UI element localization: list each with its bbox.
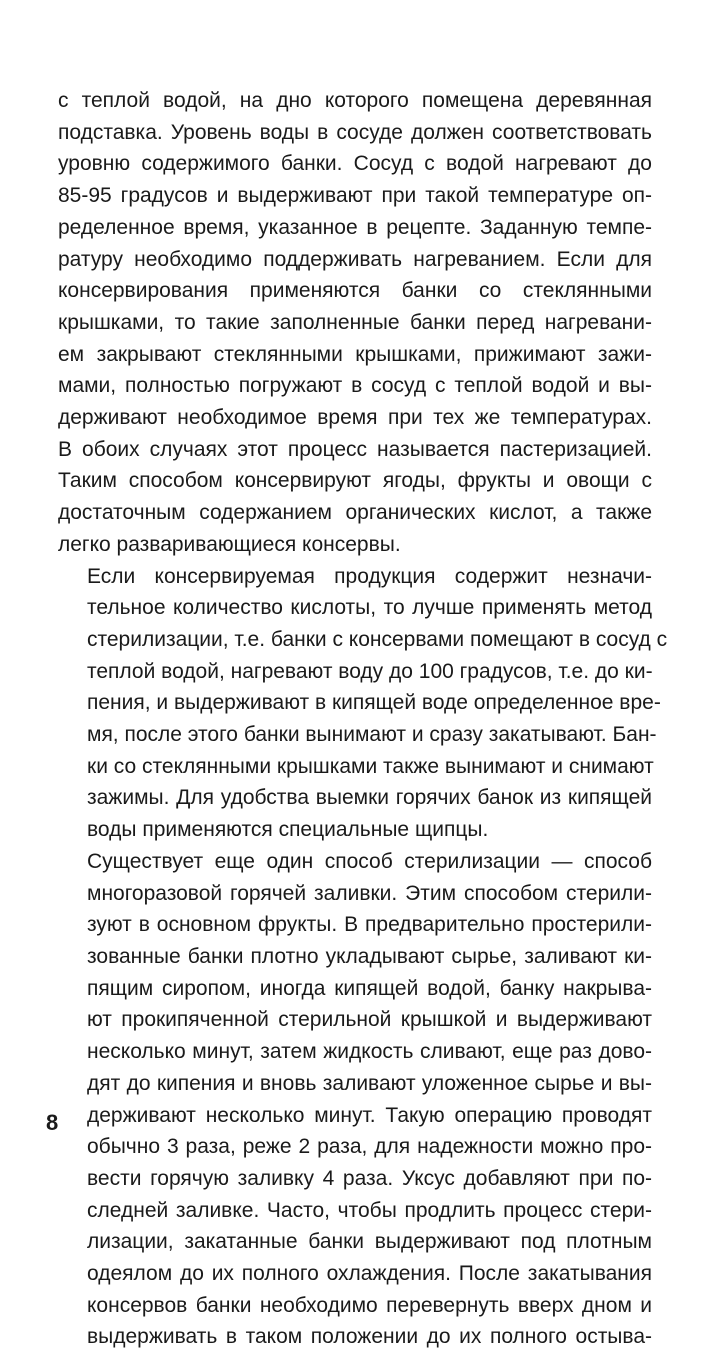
text-line: следней заливке. Часто, чтобы продлить процесс стери- — [87, 1198, 652, 1222]
text-line: легко разваривающиеся консервы. — [58, 532, 401, 556]
text-line: зованные банки плотно укладывают сырье, заливают ки- — [87, 944, 652, 968]
text-line: зажимы. Для удобства выемки горячих банок из кипящей — [87, 786, 652, 810]
text-line: несколько минут, затем жидкость сливают, еще раз дово- — [87, 1040, 652, 1064]
text-line: ки со стеклянными крышками также вынимают и снимают — [87, 754, 654, 778]
text-line: одеялом до их полного охлаждения. После закатывания — [87, 1262, 652, 1286]
text-line: тельное количество кислоты, то лучше применять метод — [87, 596, 652, 620]
text-line: уровню содержимого банки. Сосуд с водой нагревают до — [58, 152, 652, 176]
text-line: пящим сиропом, иногда кипящей водой, банку накрыва- — [87, 976, 652, 1000]
paragraph-1 — [58, 85, 652, 561]
text-line: держивают необходимое время при тех же температурах. — [58, 406, 652, 430]
text-line: Существует еще один способ стерилизации — способ — [87, 849, 652, 873]
page-body — [58, 85, 668, 1353]
text-line: подставка. Уровень воды в сосуде должен соответствовать — [58, 120, 652, 144]
text-line: Таким способом консервируют ягоды, фрукты и овощи с — [58, 469, 652, 493]
text-line: ределенное время, указанное в рецепте. Заданную темпе- — [58, 215, 652, 239]
text-line: лизации, закатанные банки выдерживают под плотным — [87, 1230, 652, 1254]
paragraph-2 — [58, 561, 668, 846]
text-line: консервирования применяются банки со стеклянными — [58, 279, 652, 303]
text-line: ют прокипяченной стерильной крышкой и выдерживают — [87, 1008, 652, 1032]
text-line: достаточным содержанием органических кислот, а также — [58, 501, 652, 525]
text-line: с теплой водой, на дно которого помещена деревянная — [58, 89, 652, 112]
text-line: теплой водой, нагревают воду до 100 градусов, т.е. до ки- — [87, 659, 653, 683]
text-line: зуют в основном фрукты. В предварительно простерили- — [87, 913, 652, 937]
text-line: Если консервируемая продукция содержит незначи- — [87, 564, 652, 588]
text-line: вести горячую заливку 4 раза. Уксус добавляют при по- — [87, 1166, 652, 1190]
text-line: выдерживать в таком положении до их полного остыва- — [87, 1325, 652, 1349]
text-line: обычно 3 раза, реже 2 раза, для надежности можно про- — [87, 1135, 652, 1159]
text-line: ратуру необходимо поддерживать нагреванием. Если для — [58, 247, 652, 271]
page-number: 8 — [46, 1110, 59, 1135]
text-line: стерилизации, т.е. банки с консервами помещают в сосуд с — [87, 627, 668, 651]
text-line: мя, после этого банки вынимают и сразу закатывают. Бан- — [87, 723, 657, 747]
paragraph-3 — [58, 846, 652, 1353]
text-line: консервов банки необходимо перевернуть вверх дном и — [87, 1293, 652, 1317]
text-line: 85-95 градусов и выдерживают при такой температуре оп- — [58, 184, 652, 208]
text-line: В обоих случаях этот процесс называется пастеризацией. — [58, 437, 652, 461]
text-line: крышками, то такие заполненные банки перед нагревани- — [58, 310, 652, 334]
text-line: многоразовой горячей заливки. Этим способом стерили- — [87, 881, 652, 905]
text-line: воды применяются специальные щипцы. — [87, 818, 489, 842]
text-line: мами, полностью погружают в сосуд с теплой водой и вы- — [58, 374, 652, 398]
text-line: ем закрывают стеклянными крышками, прижимают зажи- — [58, 342, 652, 366]
text-line: пения, и выдерживают в кипящей воде определенное вре- — [87, 691, 661, 715]
text-line: дят до кипения и вновь заливают уложенное сырье и вы- — [87, 1071, 652, 1095]
text-line: держивают несколько минут. Такую операцию проводят — [87, 1103, 652, 1127]
